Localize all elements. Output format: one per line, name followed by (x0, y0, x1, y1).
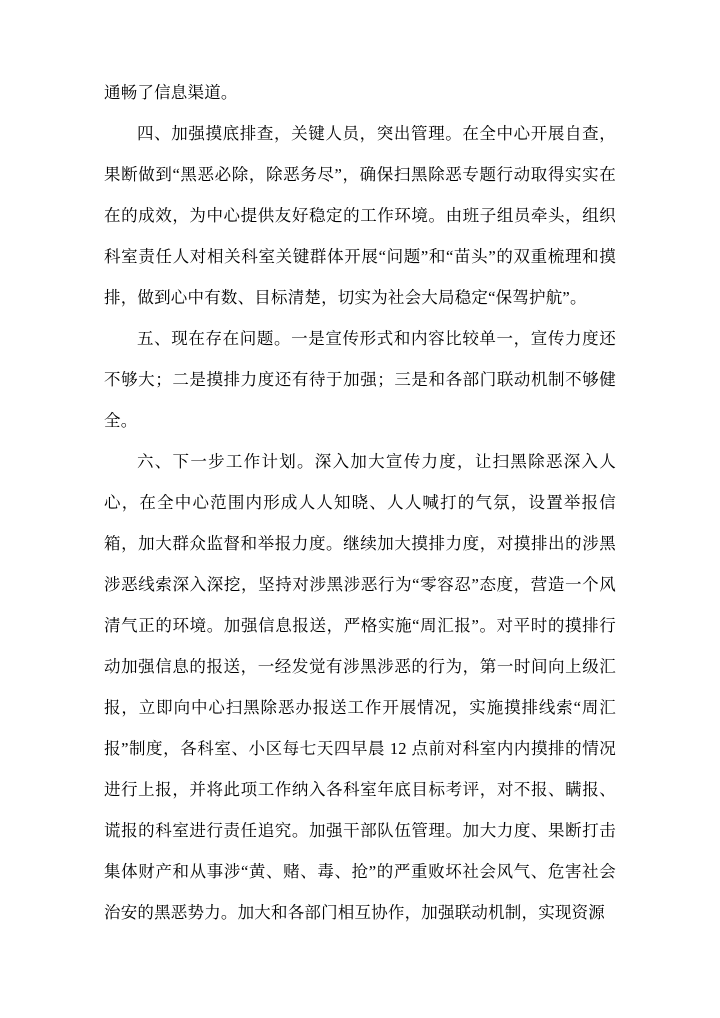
document-body (104, 72, 616, 933)
paragraph-item-four: 四、加强摸底排查，关键人员，突出管理。在全中心开展自查，果断做到“黑恶必除，除恶务尽”，确保扫黑除恶专题行动取得实实在在的成效，为中心提供友好稳定的工作环境。由班子组员牵头，组织科室责任人对相关科室关键群体开展“问题”和“苗头”的双重梳理和摸排，做到心中有数、目标清楚，切实为社会大局稳定“保驾护航”。 (104, 124, 616, 307)
paragraph-item-five: 五、现在存在问题。一是宣传形式和内容比较单一，宣传力度还不够大；二是摸排力度还有待于加强；三是和各部门联动机制不够健全。 (104, 329, 616, 430)
paragraph-item-six: 六、下一步工作计划。深入加大宣传力度，让扫黑除恶深入人心，在全中心范围内形成人人知晓、人人喊打的气氛，设置举报信箱，加大群众监督和举报力度。继续加大摸排力度，对摸排出的涉黑涉恶线索深入深挖，坚持对涉黑涉恶行为“零容忍”态度，营造一个风清气正的环境。加强信息报送，严格实施“周汇报”。对平时的摸排行动加强信息的报送，一经发觉有涉黑涉恶的行为，第一时间向上级汇报，立即向中心扫黑除恶办报送工作开展情况，实施摸排线索“周汇报”制度，各科室、小区每七天四早晨 12 点前对科室内内摸排的情况进行上报，并将此项工作纳入各科室年底目标考评，对不报、瞒报、谎报的科室进行责任追究。加强干部队伍管理。加大力度、果断打击集体财产和从事涉“黄、赌、毒、抢”的严重败坏社会风气、危害社会治安的黑恶势力。加大和各部门相互协作，加强联动机制，实现资源 (104, 452, 616, 922)
paragraph-continuation: 通畅了信息渠道。 (104, 83, 238, 102)
